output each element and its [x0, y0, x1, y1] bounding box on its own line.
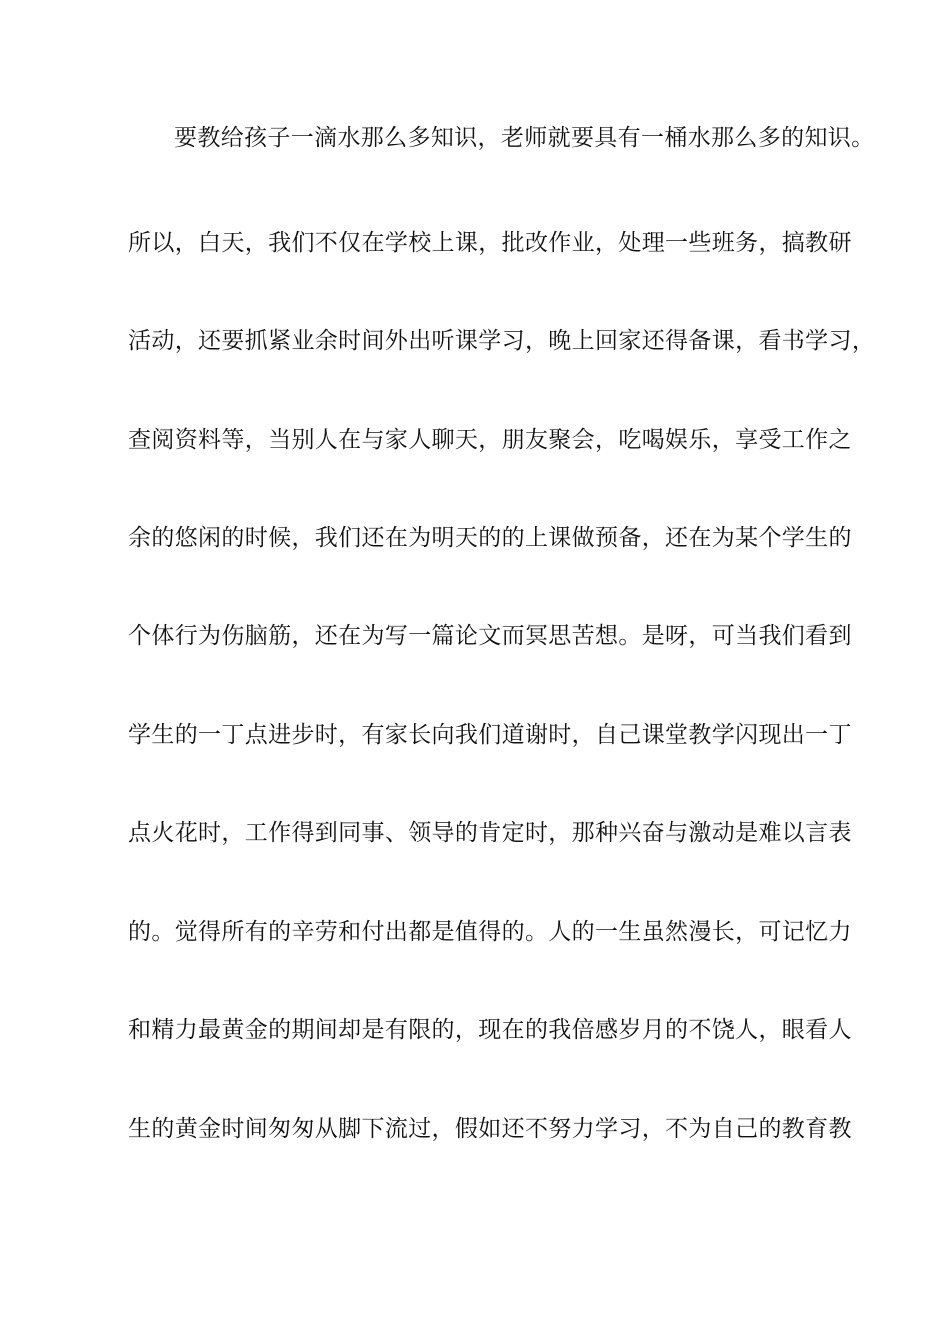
- paragraph-line: 学生的一丁点进步时，有家长向我们道谢时，自己课堂教学闪现出一丁: [128, 722, 852, 748]
- paragraph-line: 的。觉得所有的辛劳和付出都是值得的。人的一生虽然漫长，可记忆力: [128, 919, 852, 945]
- paragraph-line: 要教给孩子一滴水那么多知识，老师就要具有一桶水那么多的知识。: [174, 125, 875, 151]
- paragraph-line: 所以，白天，我们不仅在学校上课，批改作业，处理一些班务，搞教研: [128, 230, 852, 256]
- paragraph-line: 个体行为伤脑筋，还在为写一篇论文而冥思苦想。是呀，可当我们看到: [128, 623, 852, 649]
- paragraph-line: 活动，还要抓紧业余时间外出听课学习，晚上回家还得备课，看书学习，: [128, 328, 876, 354]
- paragraph-line: 余的悠闲的时候，我们还在为明天的的上课做预备，还在为某个学生的: [128, 525, 852, 551]
- paragraph-line: 生的黄金时间匆匆从脚下流过，假如还不努力学习，不为自己的教育教: [128, 1116, 852, 1142]
- paragraph-line: 点火花时，工作得到同事、领导的肯定时，那种兴奋与激动是难以言表: [128, 820, 852, 846]
- paragraph-line: 查阅资料等，当别人在与家人聊天，朋友聚会，吃喝娱乐，享受工作之: [128, 427, 852, 453]
- paragraph-line: 和精力最黄金的期间却是有限的，现在的我倍感岁月的不饶人，眼看人: [128, 1017, 852, 1043]
